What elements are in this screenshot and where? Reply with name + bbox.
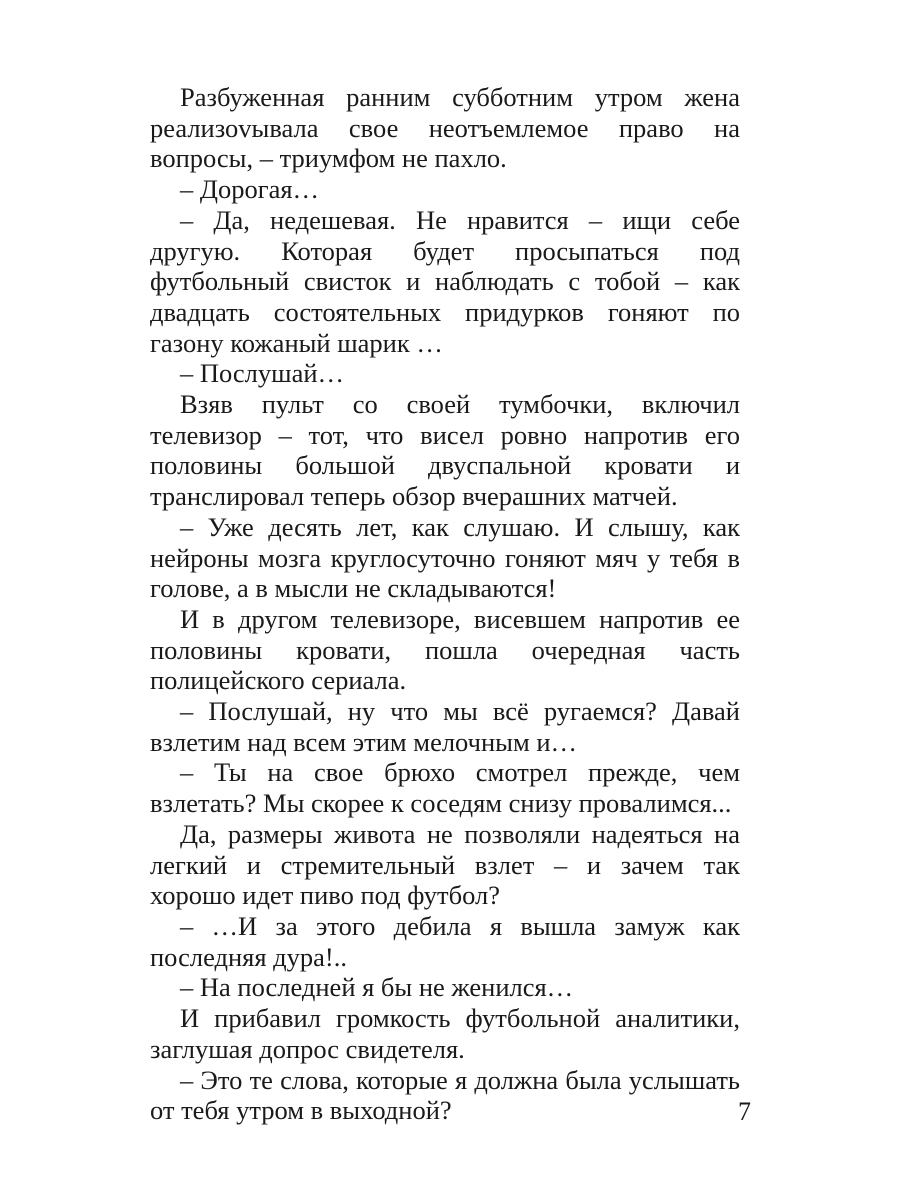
paragraph: Взяв пульт со своей тумбочки, включил телевизор – тот, что висел ровно напротив его половины большой двуспальной кровати и транслировал теперь обзор вчерашних матчей. xyxy=(150,389,740,512)
paragraph: – …И за этого дебила я вышла замуж как последняя дура!.. xyxy=(150,910,740,972)
paragraph: И в другом телевизоре, висевшем напротив ее половины кровати, пошла очередная часть полицейского сериала. xyxy=(150,603,740,696)
page-text xyxy=(150,82,740,1126)
paragraph: – На последней я бы не женился… xyxy=(180,972,574,1003)
paragraph: – Ты на свое брюхо смотрел прежде, чем взлетать? Мы скорее к соседям снизу провалимся... xyxy=(150,757,740,819)
paragraph: И прибавил громкость футбольной аналитики, заглушая допрос свидетеля. xyxy=(150,1003,740,1064)
paragraph: – Послушай, ну что мы всё ругаемся? Давай взлетим над всем этим мелочным и… xyxy=(150,696,740,757)
paragraph: – Послушай… xyxy=(180,358,345,389)
paragraph: – Да, недешевая. Не нравится – ищи себе другую. Которая будет просыпаться под футбольный свисток и наблюдать с тобой – как двадцать состоятельных придурков гоняют по газону кожаный шарик … xyxy=(150,204,740,358)
paragraph: – Уже десять лет, как слушаю. И слышу, как нейроны мозга круглосуточно гоняют мяч у тебя в голове, а в мысли не складываются! xyxy=(150,511,740,604)
paragraph: – Это те слова, которые я должна была услышать от тебя утром в выходной? xyxy=(150,1064,740,1126)
paragraph: Разбуженная ранним субботним утром жена реализоvывала свое неотъемлемое право на вопросы, – триумфом не пахло. xyxy=(150,82,740,174)
page-number: 7 xyxy=(738,1097,751,1126)
paragraph: – Дорогая… xyxy=(180,174,320,205)
paragraph: Да, размеры живота не позволяли надеяться на легкий и стремительный взлет – и зачем так хорошо идет пиво под футбол? xyxy=(150,818,740,911)
